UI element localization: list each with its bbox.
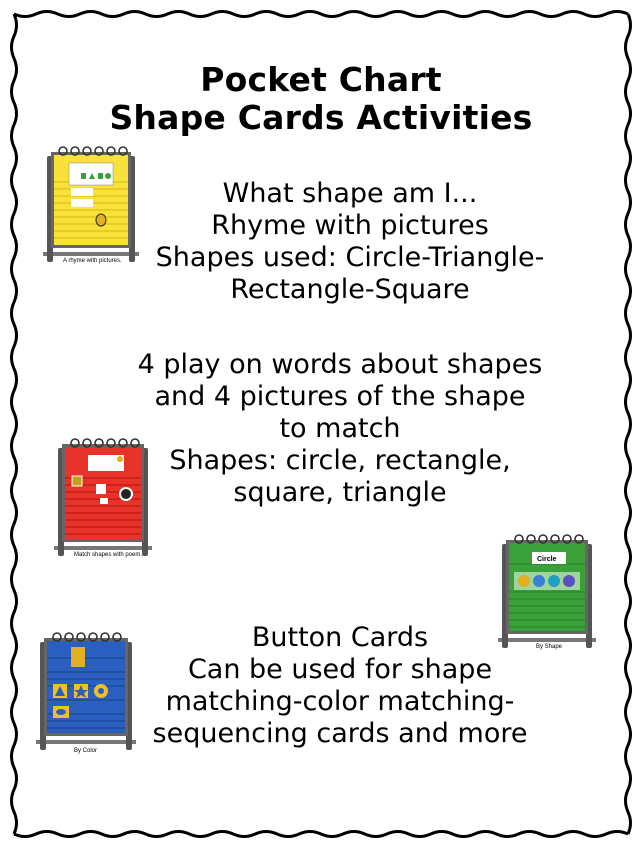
pocket-chart-green [492, 530, 602, 658]
pocket-chart-yellow [37, 142, 145, 272]
pocket-chart-caption: By Color [74, 748, 98, 754]
section-1-line: What shape am I... [222, 178, 478, 209]
section-2-line: Shapes: circle, rectangle, [169, 445, 511, 476]
section-1-text [140, 178, 560, 306]
border-edge [14, 12, 628, 17]
pocket-chart-blue-illustration [30, 628, 142, 760]
border-edge [14, 832, 628, 837]
pocket-chart-caption: Match shapes with poem. [74, 552, 143, 558]
pocket-chart-caption: A rhyme with pictures. [63, 258, 122, 264]
section-3-text [140, 622, 540, 750]
section-2-line: square, triangle [233, 477, 447, 508]
section-1-line: Shapes used: Circle-Triangle- [155, 242, 545, 273]
pocket-chart-yellow-illustration [37, 142, 145, 272]
section-2-text [120, 349, 560, 509]
section-2-line: to match [279, 413, 401, 444]
pocket-chart-red-illustration [48, 434, 158, 564]
section-3-line: Button Cards [251, 622, 429, 653]
page-title-line-1: Pocket Chart [200, 60, 442, 99]
section-2-line: 4 play on words about shapes [137, 349, 543, 380]
pocket-chart-green-illustration [492, 530, 602, 658]
border-edge [626, 14, 631, 834]
section-2-line: and 4 pictures of the shape [154, 381, 526, 412]
section-3-line: matching-color matching- [165, 686, 515, 717]
section-3-line: Can be used for shape [187, 654, 493, 685]
pocket-chart-blue [30, 628, 142, 760]
section-1-line: Rectangle-Square [230, 274, 470, 305]
pocket-chart-red [48, 434, 158, 564]
pocket-chart-caption: By Shape [536, 644, 563, 650]
section-1-line: Rhyme with pictures [211, 210, 489, 241]
border-edge [12, 14, 17, 834]
page-title-line-2: Shape Cards Activities [109, 98, 533, 137]
section-3-line: sequencing cards and more [152, 718, 528, 749]
pocket-chart-green-header: Circle [537, 556, 557, 563]
